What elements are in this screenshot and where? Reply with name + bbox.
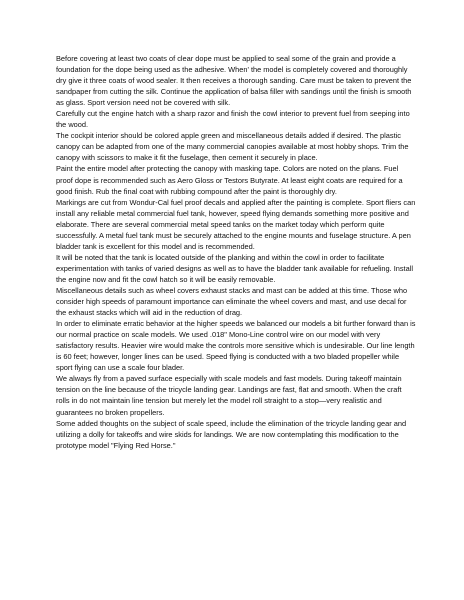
paragraph-flying: We always fly from a paved surface especially with scale models and fast models. During takeoff maintain tension on the line because of the tricycle landing gear. Landings are fast, flat and smooth. When the craft rolls in do not maintain line tension but merely let the model roll straight to a stop—very realistic and guarantees no broken propellers. (56, 374, 402, 417)
document-body (56, 53, 416, 451)
paragraph-tank-location: It will be noted that the tank is located outside of the planking and within the cowl in order to facilitate experimentation with tanks of varied designs as well as to have the bladder tank available for refueling. Install the engine now and fit the cowl hatch so it will be easily removable. (56, 252, 414, 284)
paragraph-balance: In order to eliminate erratic behavior at the higher speeds we balanced our models a bit further forward than is our normal practice on scale models. We used .018" Mono-Line control wire on our model with very satisfactory results. Heavier wire would make the controls more sensitive which is undesirable. Our line length is 60 feet; however, longer lines can be used. Speed flying is conducted with a two bladed propeller while sport flying can use a scale four blader. (56, 319, 416, 373)
paragraph-details: Miscellaneous details such as wheel covers exhaust stacks and mast can be added at this time. Those who consider high speeds of paramount importance can eliminate the wheel covers and mast, and use decal for the exhaust stacks which will aid in the reduction of drag. (56, 285, 408, 318)
paragraph-engine-hatch: Carefully cut the engine hatch with a sharp razor and finish the cowl interior to prevent fuel from seeping into the wood. (56, 109, 410, 130)
paragraph-covering: Before covering at least two coats of clear dope must be applied to seal some of the grain and provide a foundation for the dope being used as the adhesive. When' the model is completely covered and thoroughly dry give it three coats of wood sealer. It then receives a thorough sanding. Care must be taken to prevent the sandpaper from cutting the silk. Continue the application of balsa filler with sandings until the finish is smooth as glass. Sport version need not be covered with silk. (56, 54, 412, 108)
paragraph-markings-tank: Markings are cut from Wondur-Cal fuel proof decals and applied after the painting is complete. Sport fliers can install any reliable metal commercial fuel tank, however, speed flying demands something more positive and elaborate. There are several commercial metal speed tanks on the market today which perform quite successfully. A metal fuel tank must be securely attached to the engine mounts and fuselage structure. A pen bladder tank is excellent for this model and is recommended. (56, 197, 416, 251)
paragraph-thoughts: Some added thoughts on the subject of scale speed, include the elimination of the tricycle landing gear and utilizing a dolly for takeoffs and wire skids for landings. We are now contemplating this modification to the prototype model "Flying Red Horse." (56, 418, 407, 450)
paragraph-paint: Paint the entire model after protecting the canopy with masking tape. Colors are noted on the plans. Fuel proof dope is recommended such as Aero Gloss or Testors Butyrate. At least eight coats are required for a good finish. Rub the final coat with rubbing compound after the paint is thoroughly dry. (56, 164, 403, 196)
paragraph-cockpit: The cockpit interior should be colored apple green and miscellaneous details added if desired. The plastic canopy can be adapted from one of the many commercial canopies available at most hobby shops. Trim the canopy with scissors to make it fit the fuselage, then cement it securely in place. (56, 131, 409, 163)
